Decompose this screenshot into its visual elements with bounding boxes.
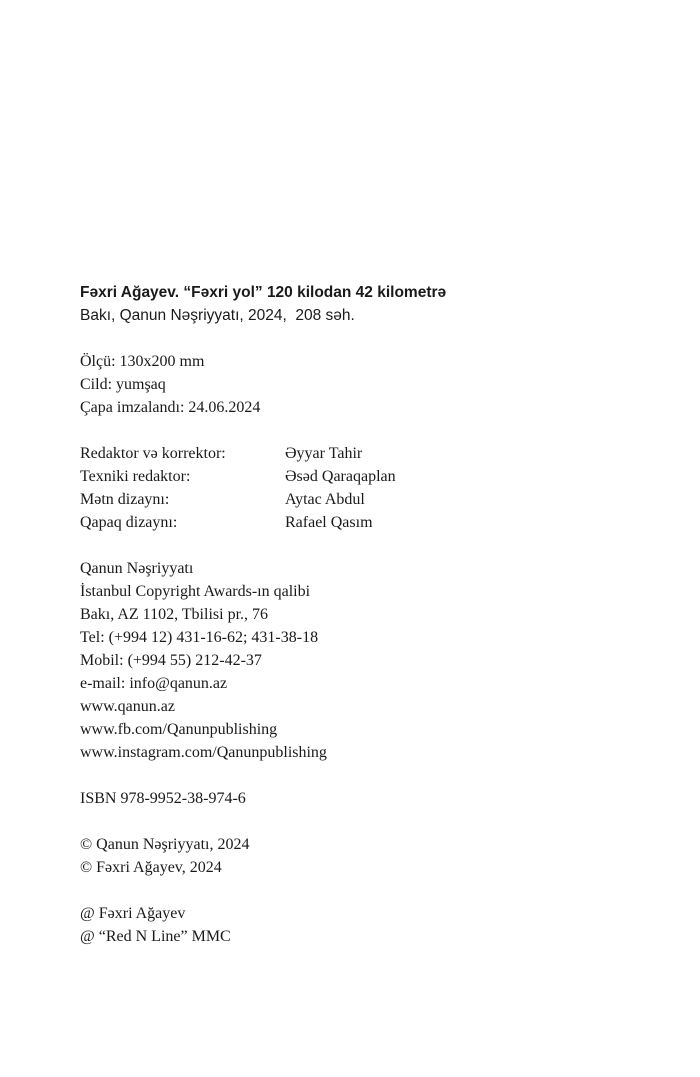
credit-role: Qapaq dizaynı: bbox=[80, 514, 178, 531]
publisher-facebook: www.fb.com/Qanunpublishing bbox=[80, 721, 278, 738]
specs-block bbox=[80, 350, 640, 419]
publisher-email: e-mail: info@qanun.az bbox=[80, 675, 228, 692]
credit-row bbox=[80, 488, 640, 511]
copyright-block bbox=[80, 833, 640, 879]
credit-name: Rafael Qasım bbox=[285, 514, 373, 531]
spec-print-date: Çapa imzalandı: 24.06.2024 bbox=[80, 399, 261, 416]
credit-row bbox=[80, 465, 640, 488]
credit-role: Redaktor və korrektor: bbox=[80, 445, 226, 462]
credits-block bbox=[80, 442, 640, 534]
publisher-block bbox=[80, 557, 640, 764]
credit-row bbox=[80, 442, 640, 465]
spec-size: Ölçü: 130x200 mm bbox=[80, 353, 205, 370]
handle-line: @ Fəxri Ağayev bbox=[80, 905, 186, 922]
credit-row bbox=[80, 511, 640, 534]
handles-block bbox=[80, 902, 640, 948]
credit-name: Əsəd Qaraqaplan bbox=[285, 468, 396, 485]
isbn-block bbox=[80, 787, 640, 810]
credit-role: Mətn dizaynı: bbox=[80, 491, 170, 508]
imprint-header bbox=[80, 281, 640, 327]
publisher-address: Bakı, AZ 1102, Tbilisi pr., 76 bbox=[80, 606, 269, 623]
handle-line: @ “Red N Line” MMC bbox=[80, 928, 231, 945]
credit-name: Əyyar Tahir bbox=[285, 445, 363, 462]
isbn: ISBN 978-9952-38-974-6 bbox=[80, 790, 246, 807]
copyright-line: © Qanun Nəşriyyatı, 2024 bbox=[80, 836, 250, 853]
publisher-phone: Tel: (+994 12) 431-16-62; 431-38-18 bbox=[80, 629, 319, 646]
publisher-website: www.qanun.az bbox=[80, 698, 175, 715]
publisher-award: İstanbul Copyright Awards-ın qalibi bbox=[80, 583, 311, 600]
spec-binding: Cild: yumşaq bbox=[80, 376, 166, 393]
credit-role: Texniki redaktor: bbox=[80, 468, 191, 485]
book-title: Fəxri Ağayev. “Fəxri yol” 120 kilodan 42 kilometrə bbox=[80, 284, 447, 301]
publisher-instagram: www.instagram.com/Qanunpublishing bbox=[80, 744, 327, 761]
publication-info: Bakı, Qanun Nəşriyyatı, 2024, 208 səh. bbox=[80, 307, 355, 324]
copyright-line: © Fəxri Ağayev, 2024 bbox=[80, 859, 222, 876]
publisher-mobile: Mobil: (+994 55) 212-42-37 bbox=[80, 652, 262, 669]
publisher-name: Qanun Nəşriyyatı bbox=[80, 560, 194, 577]
credit-name: Aytac Abdul bbox=[285, 491, 365, 508]
imprint-page bbox=[80, 281, 640, 948]
